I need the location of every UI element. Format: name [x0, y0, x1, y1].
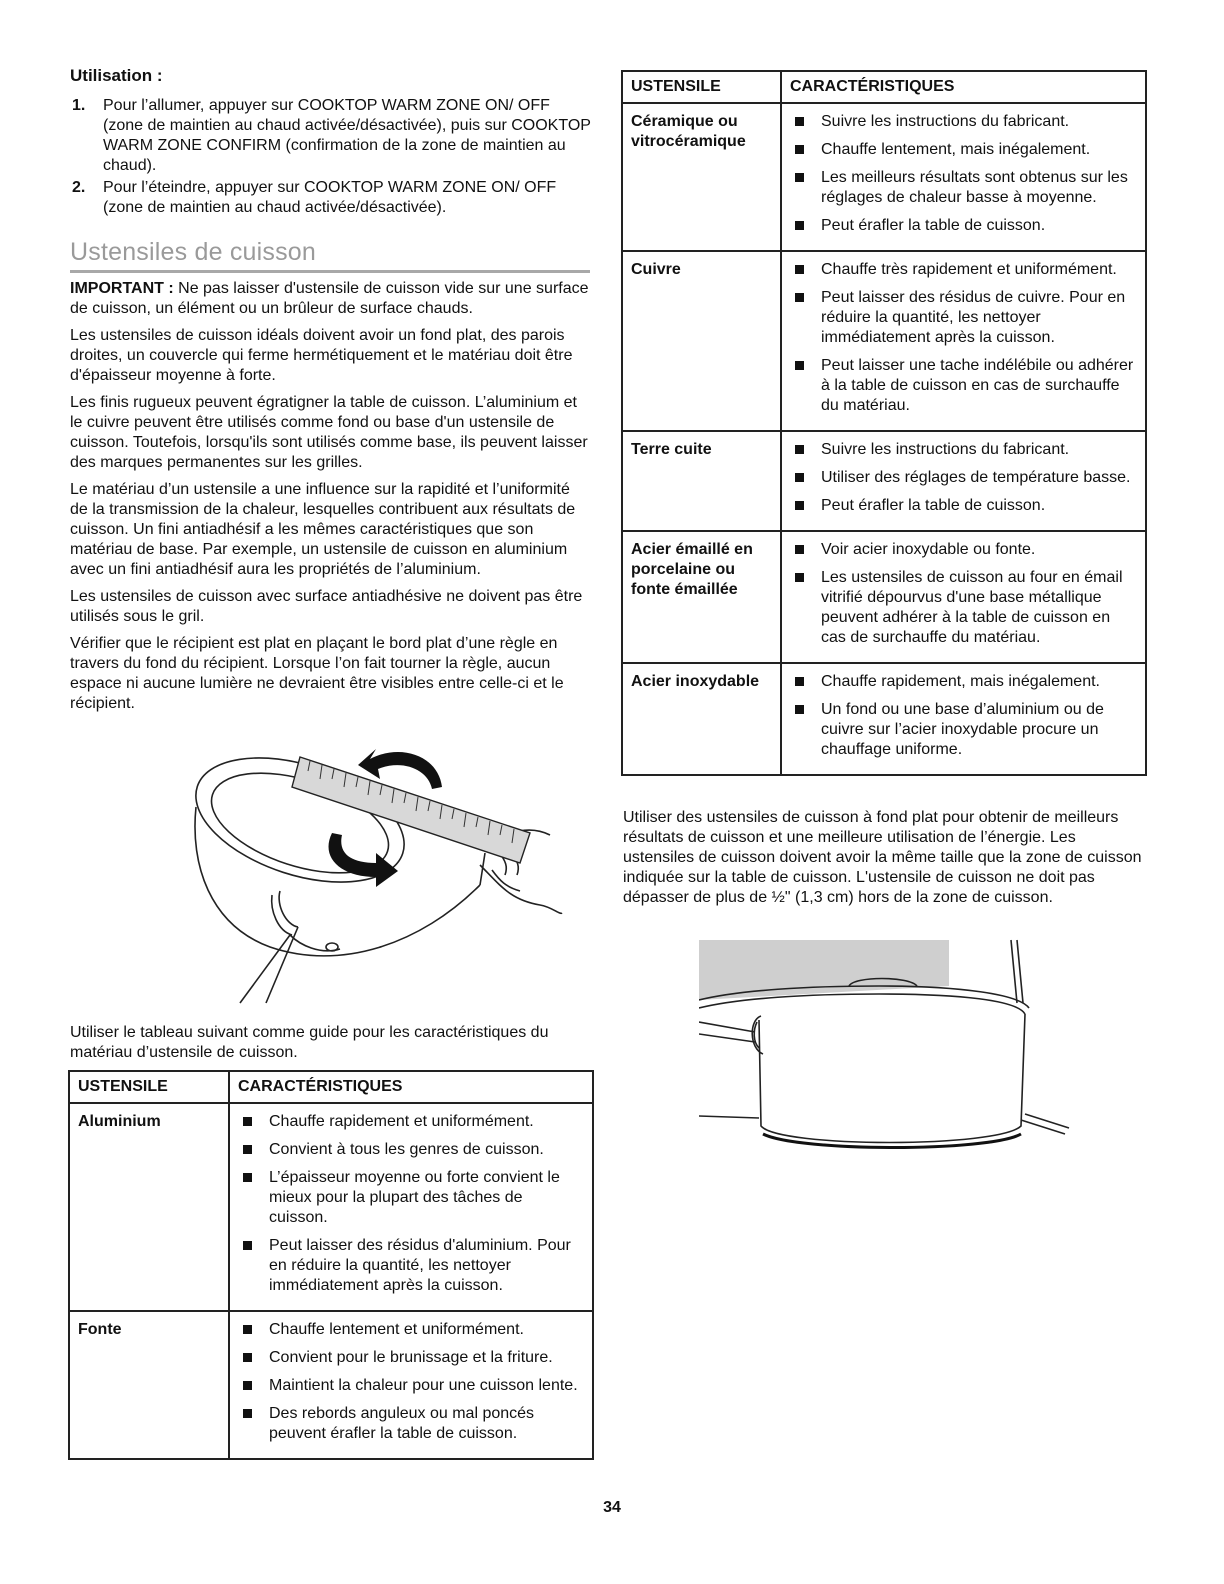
characteristic-item: Utiliser des réglages de température basse.: [790, 468, 1137, 488]
characteristics-list: [238, 1320, 584, 1444]
section-body: [70, 279, 590, 721]
material-cell: Acier inoxydable: [622, 663, 781, 775]
table-row: [622, 251, 1146, 431]
table-header-row: [622, 71, 1146, 103]
characteristics-list: [790, 112, 1137, 236]
table-header-row: [69, 1071, 593, 1103]
characteristics-cell: [229, 1311, 593, 1459]
characteristic-item: L’épaisseur moyenne ou forte convient le mieux pour la plupart des tâches de cuisson.: [238, 1168, 584, 1228]
table-row: [69, 1311, 593, 1459]
step-text: Pour l’allumer, appuyer sur COOKTOP WARM ZONE ON/ OFF (zone de maintien au chaud activée/désactivée), puis sur COOKTOP WARM ZONE CONFIRM (confirmation de la zone de maintien au chaud).: [103, 97, 591, 174]
ruler-on-pan-illustration: [180, 735, 580, 1010]
characteristic-item: Chauffe rapidement, mais inégalement.: [790, 672, 1137, 692]
table-row: [622, 103, 1146, 251]
section-title: Ustensiles de cuisson: [70, 238, 590, 273]
characteristic-item: Les ustensiles de cuisson au four en émail vitrifié dépourvus d'une base métallique peuvent adhérer à la table de cuisson en cas de surchauffe du matériau.: [790, 568, 1137, 648]
material-cell: Aluminium: [69, 1103, 229, 1311]
characteristic-item: Chauffe rapidement et uniformément.: [238, 1112, 584, 1132]
characteristics-list: [790, 540, 1137, 648]
cookware-table-left: [68, 1070, 594, 1460]
step-number: 2.: [72, 179, 86, 196]
material-cell: Acier émaillé en porcelaine ou fonte émaillée: [622, 531, 781, 663]
characteristic-item: Les meilleurs résultats sont obtenus sur les réglages de chaleur basse à moyenne.: [790, 168, 1137, 208]
step-text: Pour l’éteindre, appuyer sur COOKTOP WARM ZONE ON/ OFF (zone de maintien au chaud activée/désactivée).: [103, 179, 557, 216]
utilisation-heading: Utilisation :: [70, 66, 163, 85]
step-item: [70, 96, 594, 176]
characteristic-item: Peut laisser des résidus d'aluminium. Pour en réduire la quantité, les nettoyer immédiatement après la cuisson.: [238, 1236, 584, 1296]
characteristics-cell: [229, 1103, 593, 1311]
characteristic-item: Maintient la chaleur pour une cuisson lente.: [238, 1376, 584, 1396]
utilisation-steps: [70, 96, 594, 220]
important-paragraph: [70, 279, 590, 319]
characteristic-item: Des rebords anguleux ou mal poncés peuvent érafler la table de cuisson.: [238, 1404, 584, 1444]
characteristics-list: [790, 672, 1137, 760]
step-item: [70, 178, 594, 218]
header-caracteristiques: CARACTÉRISTIQUES: [229, 1071, 593, 1103]
characteristic-item: Suivre les instructions du fabricant.: [790, 440, 1137, 460]
material-cell: Céramique ou vitrocéramique: [622, 103, 781, 251]
table-row: [69, 1103, 593, 1311]
characteristic-item: Suivre les instructions du fabricant.: [790, 112, 1137, 132]
header-caracteristiques: CARACTÉRISTIQUES: [781, 71, 1146, 103]
material-cell: Cuivre: [622, 251, 781, 431]
pot-on-cooking-zone-illustration: [699, 938, 1079, 1168]
body-paragraph: Les ustensiles de cuisson idéals doivent avoir un fond plat, des parois droites, un couvercle qui ferme hermétiquement et le matériau doit être d'épaisseur moyenne à forte.: [70, 327, 573, 384]
body-paragraph: Les ustensiles de cuisson avec surface antiadhésive ne doivent pas être utilisés sous le gril.: [70, 588, 583, 625]
characteristic-item: Peut érafler la table de cuisson.: [790, 216, 1137, 236]
characteristic-item: Convient pour le brunissage et la friture.: [238, 1348, 584, 1368]
body-paragraph: Les finis rugueux peuvent égratigner la table de cuisson. L’aluminium et le cuivre peuvent être utilisés comme fond ou base d'un ustensile de cuisson. Toutefois, lorsqu'ils sont utilisés comme base, ils peuvent laisser des marques permanentes sur les grilles.: [70, 394, 588, 471]
characteristics-cell: [781, 431, 1146, 531]
material-cell: Terre cuite: [622, 431, 781, 531]
cookware-table-right: [621, 70, 1147, 776]
table-intro-text: Utiliser le tableau suivant comme guide pour les caractéristiques du matériau d’ustensile de cuisson.: [70, 1024, 549, 1061]
header-ustensile: USTENSILE: [69, 1071, 229, 1103]
characteristics-list: [790, 260, 1137, 416]
page-number: 34: [603, 1499, 621, 1516]
table-row: [622, 431, 1146, 531]
characteristic-item: Chauffe lentement et uniformément.: [238, 1320, 584, 1340]
characteristic-item: Voir acier inoxydable ou fonte.: [790, 540, 1137, 560]
characteristics-cell: [781, 103, 1146, 251]
body-paragraph: Le matériau d’un ustensile a une influence sur la rapidité et l’uniformité de la transmission de la chaleur, lesquelles contribuent aux résultats de cuisson. Un fini antiadhésif a les mêmes caractéristiques que son matériau de base. Par exemple, un ustensile de cuisson en aluminium avec un fini antiadhésif aura les propriétés de l’aluminium.: [70, 481, 576, 578]
characteristics-cell: [781, 251, 1146, 431]
characteristics-cell: [781, 663, 1146, 775]
table-row: [622, 531, 1146, 663]
material-cell: Fonte: [69, 1311, 229, 1459]
body-paragraph: Vérifier que le récipient est plat en plaçant le bord plat d’une règle en travers du fond du récipient. Lorsque l’on fait tourner la règle, aucun espace ni aucune lumière ne devraient être visibles entre celle-ci et le récipient.: [70, 635, 564, 712]
characteristic-item: Peut laisser une tache indélébile ou adhérer à la table de cuisson en cas de surchauffe du matériau.: [790, 356, 1137, 416]
characteristics-list: [790, 440, 1137, 516]
characteristic-item: Peut laisser des résidus de cuivre. Pour en réduire la quantité, les nettoyer immédiatement après la cuisson.: [790, 288, 1137, 348]
step-number: 1.: [72, 97, 86, 114]
important-text: Ne pas laisser d'ustensile de cuisson vide sur une surface de cuisson, un élément ou un brûleur de surface chauds.: [70, 280, 589, 317]
characteristics-cell: [781, 531, 1146, 663]
header-ustensile: USTENSILE: [622, 71, 781, 103]
flat-bottom-paragraph: Utiliser des ustensiles de cuisson à fond plat pour obtenir de meilleurs résultats de cuisson et une meilleure utilisation de l’énergie. Les ustensiles de cuisson doivent avoir la même taille que la zone de cuisson indiquée sur la table de cuisson. L'ustensile de cuisson ne doit pas dépasser de plus de ½" (1,3 cm) hors de la zone de cuisson.: [623, 809, 1142, 906]
characteristic-item: Peut érafler la table de cuisson.: [790, 496, 1137, 516]
characteristic-item: Chauffe lentement, mais inégalement.: [790, 140, 1137, 160]
characteristics-list: [238, 1112, 584, 1296]
table-row: [622, 663, 1146, 775]
important-label: IMPORTANT :: [70, 280, 174, 297]
characteristic-item: Convient à tous les genres de cuisson.: [238, 1140, 584, 1160]
characteristic-item: Un fond ou une base d’aluminium ou de cuivre sur l’acier inoxydable procure un chauffage uniforme.: [790, 700, 1137, 760]
characteristic-item: Chauffe très rapidement et uniformément.: [790, 260, 1137, 280]
